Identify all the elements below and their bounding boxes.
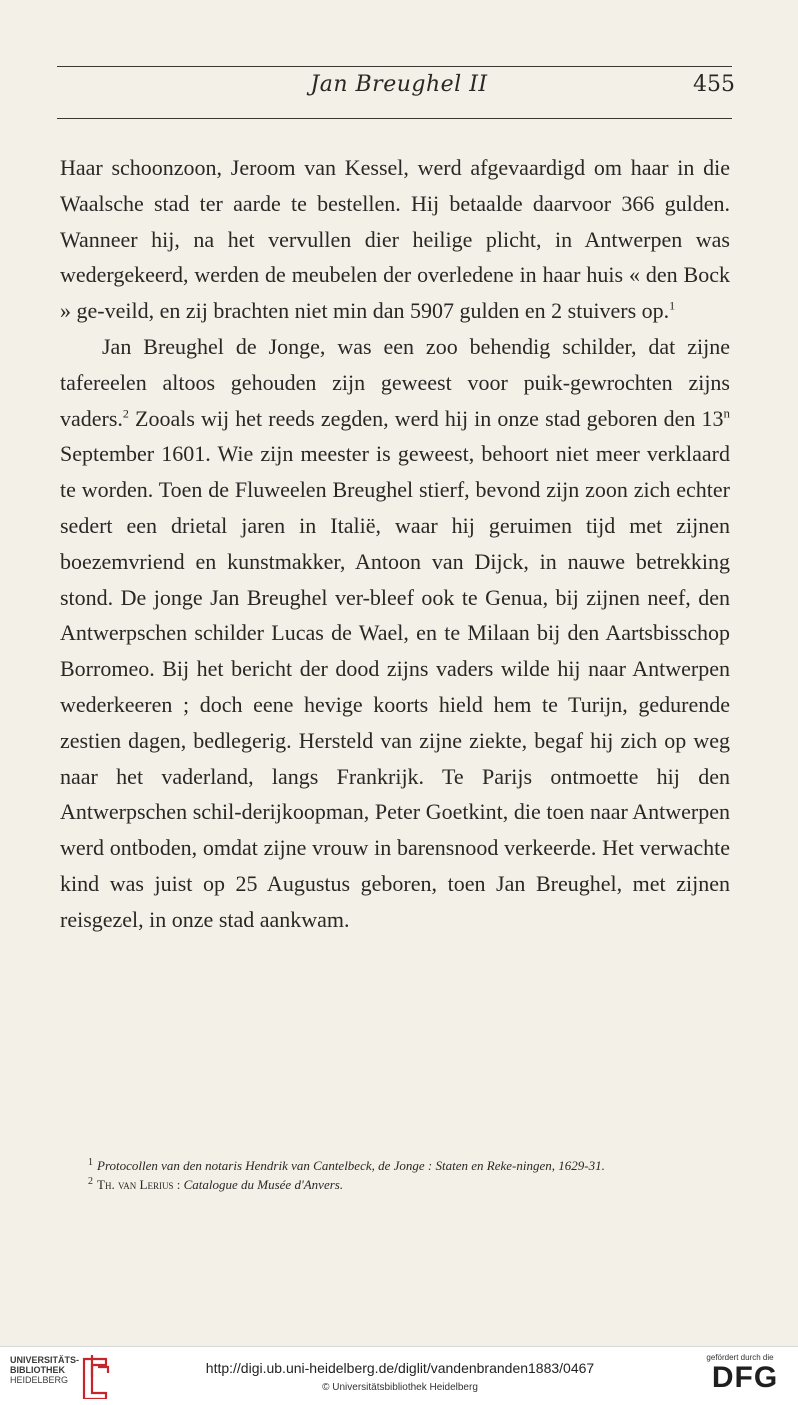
footer-bar <box>0 1346 798 1405</box>
dfg-logo: DFG <box>711 1361 779 1394</box>
body-text <box>60 150 730 938</box>
paragraph-2 <box>60 329 730 938</box>
header-top-rule <box>57 66 732 67</box>
copyright-notice: © Universitätsbibliothek Heidelberg <box>322 1382 478 1393</box>
footnote-1-number: 1 <box>88 1156 93 1168</box>
header-bottom-rule <box>57 118 732 119</box>
permalink-url[interactable]: http://digi.ub.uni-heidelberg.de/diglit/vandenbranden1883/0467 <box>205 1360 595 1376</box>
footnote-1 <box>60 1156 732 1175</box>
logo-line-3: HEIDELBERG <box>10 1375 69 1385</box>
paragraph-1-text: Haar schoonzoon, Jeroom van Kessel, werd afgevaardigd om haar in die Waalsche stad ter aarde te bestellen. Hij betaalde daarvoor 366 gulden. Wanneer hij, na het vervullen dier heilige plicht, in Antwerpen was wedergekeerd, werden de meubelen der overledene in haar huis « den Bock » ge-veild, en zij brachten niet min dan 5907 gulden en 2 stuivers op. <box>60 155 730 324</box>
paragraph-2-text-a: Jan Breughel de Jonge, was een zoo behendig schilder, dat zijne tafereelen altoos gehouden zijn geweest voor puik-gewrochten zijns vaders. <box>60 333 730 431</box>
funding-label: gefördert durch die <box>706 1353 774 1362</box>
footnotes <box>60 1156 732 1194</box>
footnote-1-text: Protocollen van den notaris Hendrik van Cantelbeck, de Jonge : Staten en Reke-ningen, 1629-31. <box>97 1158 605 1173</box>
running-header-title: Jan Breughel II <box>310 72 488 97</box>
footnote-ref-1: 1 <box>669 298 676 313</box>
paragraph-1 <box>60 150 730 329</box>
footnote-2-number: 2 <box>88 1175 93 1187</box>
logo-line-1: UNIVERSITÄTS- <box>10 1355 80 1365</box>
heidelberg-logo-icon <box>78 1353 112 1399</box>
paragraph-2-text-c: September 1601. Wie zijn meester is geweest, behoort niet meer verklaard te worden. Toen de Fluweelen Breughel stierf, bevond zijn zoon zich echter sedert een drietal jaren in Italië, waar hij geruimen tijd met zijnen boezemvriend en kunstmakker, Antoon van Dijck, in nauwe betrekking stond. De jonge Jan Breughel ver-bleef ook te Genua, bij zijnen neef, den Antwerpschen schilder Lucas de Wael, en te Milaan bij den Aartsbisschop Borromeo. Bij het bericht der dood zijns vaders wilde hij naar Antwerpen wederkeeren ; doch eene hevige koorts hield hem te Turijn, gedurende zestien dagen, bedlegerig. Hersteld van zijne ziekte, begaf hij zich op weg naar het vaderland, langs Frankrijk. Te Parijs ontmoette hij den Antwerpschen schil-derijkoopman, Peter Goetkint, die toen naar Antwerpen werd ontboden, omdat zijne vrouw in barensnood verkeerde. Het verwachte kind was juist op 25 Augustus geboren, toen Jan Breughel, met zijnen reisgezel, in onze stad aankwam. <box>60 441 730 932</box>
logo-line-2: BIBLIOTHEK <box>10 1365 65 1375</box>
footnote-2-title: Catalogue du Musée d'Anvers. <box>183 1177 344 1192</box>
page-number: 455 <box>693 72 735 97</box>
footnote-ref-2: 2 <box>122 406 129 421</box>
footnote-2-separator: : <box>173 1177 184 1192</box>
footnote-2 <box>60 1175 732 1194</box>
paragraph-2-text-b: Zooals wij het reeds zegden, werd hij in onze stad geboren den 13 <box>128 405 724 431</box>
university-library-logo-text <box>10 1355 80 1385</box>
footnote-2-author: Th. van Lerius <box>97 1177 174 1192</box>
ordinal-superscript: n <box>723 405 730 421</box>
